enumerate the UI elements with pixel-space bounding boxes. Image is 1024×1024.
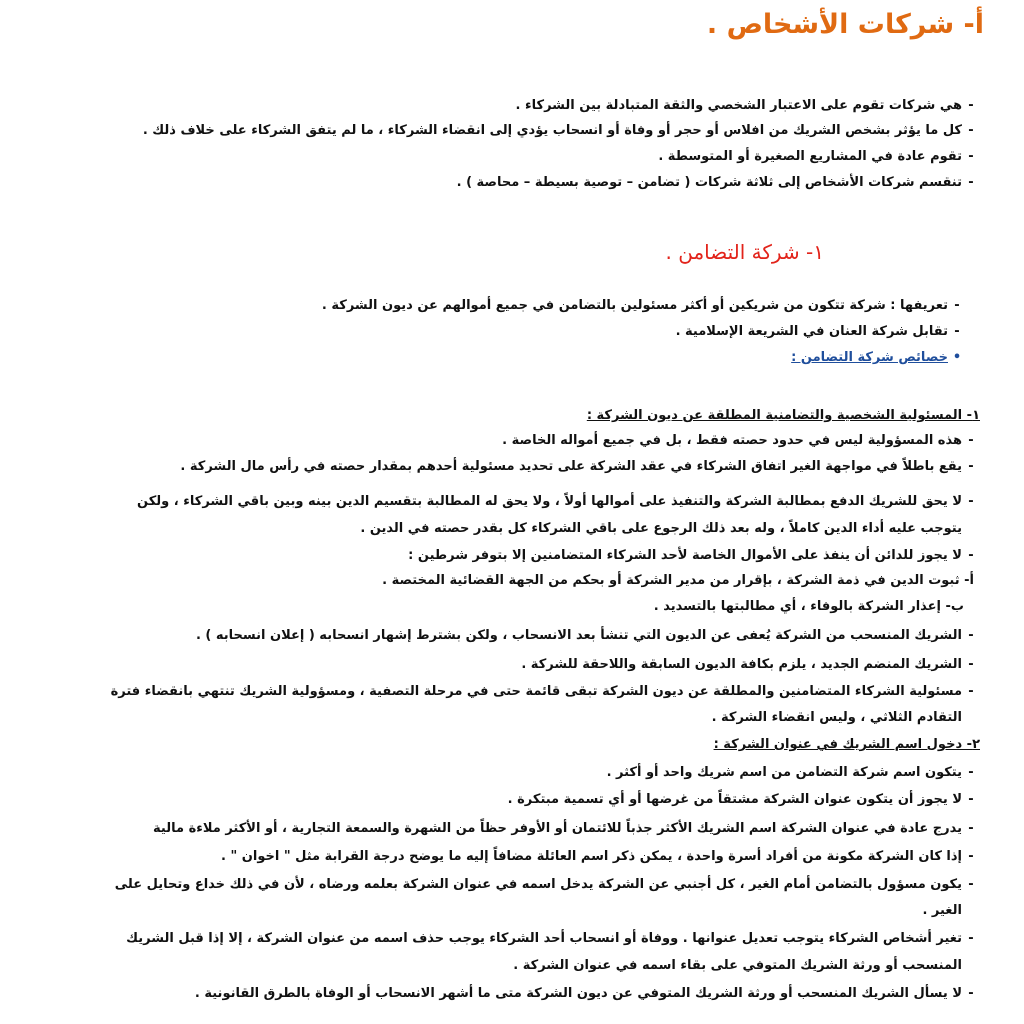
sec2-line-5-cont: الغير .: [922, 903, 962, 918]
sec1-line-3: -لا يحق للشريك الدفع بمطالبة الشركة والتنفيذ على أموالها أولاً ، ولا يحق له المطالبة بتقسيم الدين بينه وبين باقي الشركاء ، ولكن: [137, 494, 974, 509]
sec2-line-4: -إذا كان الشركة مكونة من أفراد أسرة واحدة ، يمكن ذكر اسم العائلة مضافاً إليه ما يوضح درجة القرابة مثل " اخوان " .: [221, 849, 974, 864]
sec2-line-1: -يتكون اسم شركة التضامن من اسم شريك واحد أو أكثر .: [606, 765, 974, 780]
intro-line-3: -تقوم عادة في المشاريع الصغيرة أو المتوسطة .: [658, 149, 974, 164]
features-link[interactable]: خصائص شركة التضامن :: [791, 350, 948, 365]
sec1-line-1: -هذه المسؤولية ليس في حدود حصته فقط ، بل في جميع أمواله الخاصة .: [502, 433, 974, 448]
condition-a: أ- ثبوت الدين في ذمة الشركة ، بإقرار من مدير الشركة أو بحكم من الجهة القضائية المختصة .: [382, 573, 974, 588]
sec2-line-6: -تغير أشخاص الشركاء يتوجب تعديل عنوانها . ووفاة أو انسحاب أحد الشركاء يوجب حذف اسمه من عنوان الشركة ، إلا إذا قبل الشريك: [126, 931, 974, 946]
main-heading: أ- شركات الأشخاص .: [706, 9, 984, 40]
sec2-line-3: -يدرج عادة في عنوان الشركة اسم الشريك الأكثر جذباً للائتمان أو الأوفر حظاً من الشهرة والسمعة التجارية ، أو الأكثر ملاءة مالية: [153, 821, 974, 836]
sec2-line-5: -يكون مسؤول بالتضامن أمام الغير ، كل أجنبي عن الشركة يدخل اسمه في عنوان الشركة بعلمه ورضاه ، لأن في ذلك خداع وتحايل على: [114, 877, 974, 892]
sec2-line-6-cont: المنسحب أو ورثة الشريك المتوفي على بقاء اسمه في عنوان الشركة .: [513, 958, 962, 973]
section-1-title: ١- المسئولية الشخصية والتضامنية المطلقة عن ديون الشركة :: [586, 408, 980, 423]
sec1b-line-3: -مسئولية الشركاء المتضامنين والمطلقة عن ديون الشركة تبقى قائمة حتى في مرحلة التصفية ، ومسؤولية الشريك تنتهي بانقضاء فترة: [110, 684, 974, 699]
sec1b-line-1: -الشريك المنسحب من الشركة يُعفى عن الديون التي تنشأ بعد الانسحاب ، ولكن بشترط إشهار انسحابه ( إعلان انسحابه ) .: [195, 628, 974, 643]
def-line-1: -تعريفها : شركة تتكون من شريكين أو أكثر مسئولين بالتضامن في جميع أموالهم عن ديون الشركة .: [321, 298, 960, 313]
sec1b-line-3-cont: التقادم الثلاثي ، وليس انقضاء الشركة .: [711, 710, 962, 725]
sec1-line-3-cont: يتوجب عليه أداء الدين كاملاً ، وله بعد ذلك الرجوع على باقي الشركاء كل بقدر حصته في الدين .: [360, 521, 962, 536]
sec1-line-2: -يقع باطلاً في مواجهة الغير اتفاق الشركاء في عقد الشركة على تحديد مسئولية أحدهم بمقدار حصته في رأس مال الشركة .: [180, 459, 974, 474]
sec1b-line-2: -الشريك المنضم الجديد ، يلزم بكافة الديون السابقة واللاحقة للشركة .: [521, 657, 974, 672]
intro-line-4: -تنقسم شركات الأشخاص إلى ثلاثة شركات ( تضامن – توصية بسيطة – محاصة ) .: [456, 175, 974, 190]
sec2-line-2: -لا يجوز أن يتكون عنوان الشركة مشتقاً من غرضها أو أي تسمية مبتكرة .: [507, 792, 974, 807]
condition-b: ب- إعذار الشركة بالوفاء ، أي مطالبتها بالتسديد .: [653, 599, 964, 614]
section-2-title: ٢- دخول اسم الشريك في عنوان الشركة :: [713, 737, 980, 752]
intro-line-2: -كل ما يؤثر بشخص الشريك من افلاس أو حجر أو وفاة أو انسحاب يؤدي إلى انقضاء الشركاء ، ما لم يتفق الشركاء على خلاف ذلك .: [142, 123, 974, 138]
def-line-2: -تقابل شركة العنان في الشريعة الإسلامية .: [675, 324, 960, 339]
sec1-line-4: -لا يجوز للدائن أن ينفذ على الأموال الخاصة لأحد الشركاء المتضامنين إلا بتوفر شرطين :: [408, 548, 974, 563]
sec2-line-7: -لا يسأل الشريك المنسحب أو ورثة الشريك المتوفي عن ديون الشركة متى ما أشهر الانسحاب أو الوفاة بالطرق القانونية .: [194, 986, 974, 1001]
intro-line-1: -هي شركات تقوم على الاعتبار الشخصي والثقة المتبادلة بين الشركاء .: [515, 98, 974, 113]
features-link-line: •خصائص شركة التضامن :: [791, 350, 962, 365]
sub-heading: ١- شركة التضامن .: [665, 240, 824, 264]
